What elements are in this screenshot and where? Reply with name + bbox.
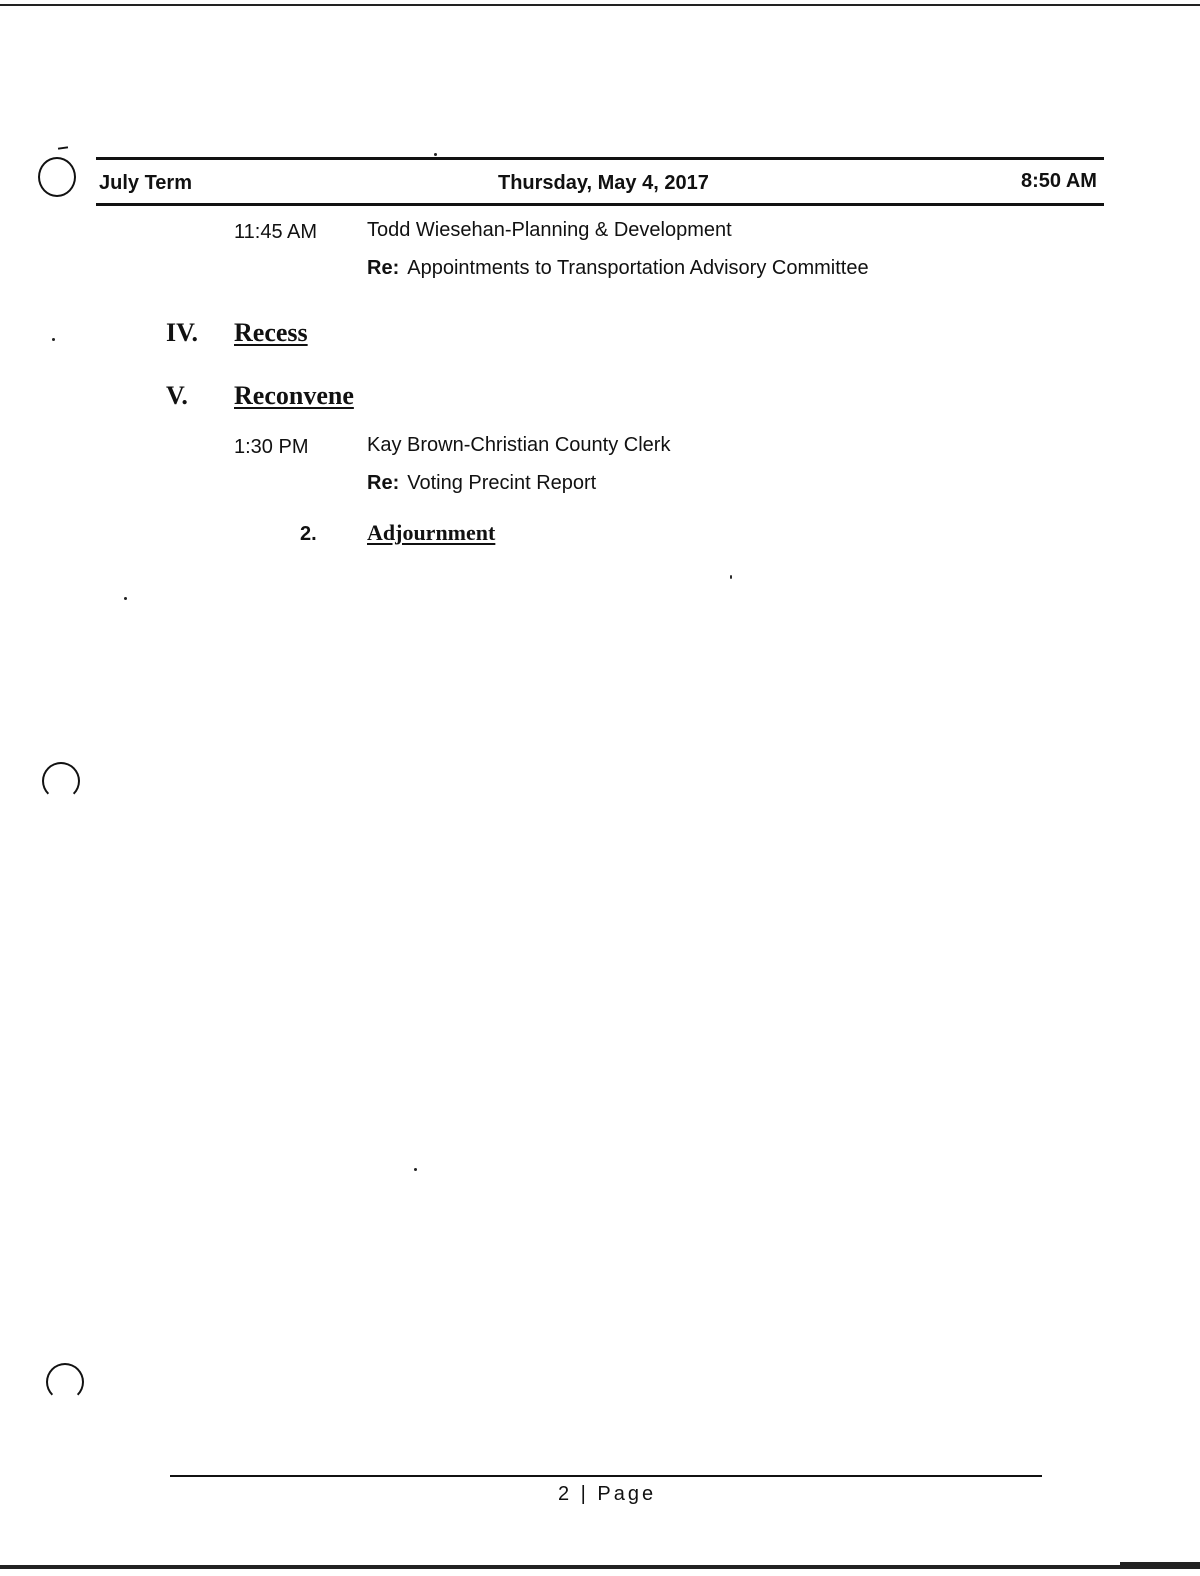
page-number: 2 | Page — [558, 1483, 657, 1505]
header-time: 8:50 AM — [1021, 170, 1097, 192]
scan-speck — [124, 597, 127, 600]
header-date: Thursday, May 4, 2017 — [498, 172, 709, 194]
header-term: July Term — [99, 172, 192, 194]
section-numeral-iv: IV. — [166, 318, 199, 347]
scan-edge-top — [0, 4, 1200, 6]
regarding-text: Appointments to Transportation Advisory Committee — [407, 257, 869, 279]
section-numeral-v: V. — [166, 381, 188, 410]
agenda-regarding-1145 — [367, 257, 869, 280]
punch-hole-bottom — [46, 1363, 84, 1401]
adjournment-heading: Adjournment — [367, 520, 496, 545]
regarding-label: Re: — [367, 257, 400, 279]
scan-edge-bottom-mark — [1120, 1562, 1200, 1568]
section-heading-recess: Recess — [234, 318, 308, 347]
scan-speck — [52, 338, 55, 341]
section-heading-reconvene: Reconvene — [234, 381, 354, 410]
punch-hole-top — [38, 157, 76, 197]
agenda-regarding-130 — [367, 472, 596, 495]
scan-mark — [58, 146, 68, 149]
punch-hole-middle — [42, 762, 80, 800]
footer-rule — [170, 1475, 1042, 1477]
scan-speck — [730, 575, 732, 579]
regarding-text: Voting Precint Report — [407, 472, 597, 494]
scan-speck — [434, 153, 437, 156]
agenda-time-130: 1:30 PM — [234, 436, 309, 458]
scan-speck — [414, 1168, 417, 1171]
agenda-time-1145: 11:45 AM — [234, 221, 318, 243]
header-rule-bottom — [96, 203, 1104, 206]
agenda-presenter-1145: Todd Wiesehan-Planning & Development — [367, 219, 732, 241]
agenda-presenter-130: Kay Brown-Christian County Clerk — [367, 434, 671, 456]
header-rule-top — [96, 157, 1104, 160]
adjournment-number: 2. — [300, 523, 317, 545]
regarding-label: Re: — [367, 472, 400, 494]
scan-edge-bottom — [0, 1565, 1200, 1569]
